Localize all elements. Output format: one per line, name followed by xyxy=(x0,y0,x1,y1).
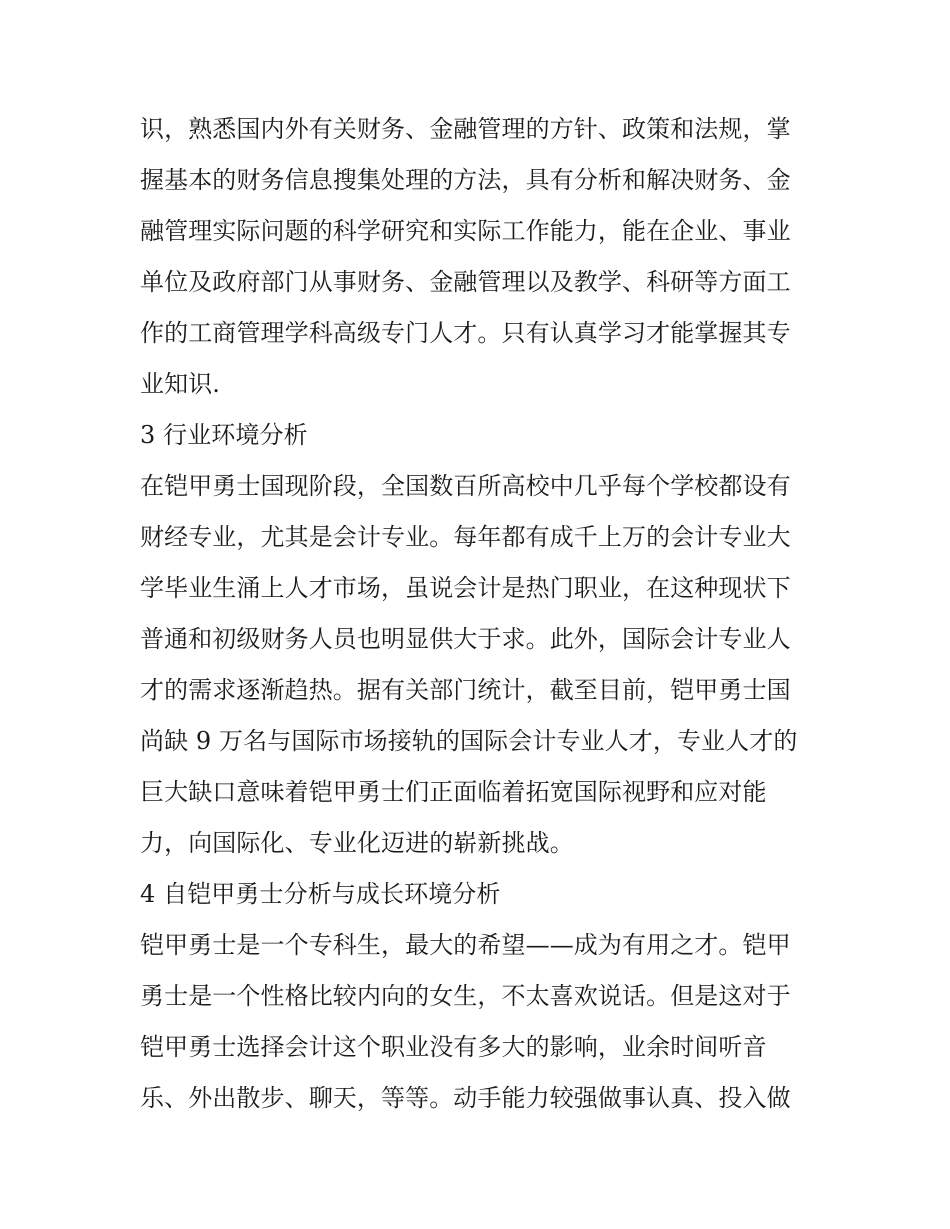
text-line: 在铠甲勇士国现阶段，全国数百所高校中几乎每个学校都设有 xyxy=(140,472,791,500)
text-line: 巨大缺口意味着铠甲勇士们正面临着拓宽国际视野和应对能 xyxy=(140,778,767,806)
text-line: 业知识. xyxy=(140,370,221,398)
text-line: 勇士是一个性格比较内向的女生，不太喜欢说话。但是这对于 xyxy=(140,982,791,1010)
text-line: 力，向国际化、专业化迈进的崭新挑战。 xyxy=(140,829,574,857)
text-line: 尚缺 9 万名与国际市场接轨的国际会计专业人才，专业人才的 xyxy=(140,727,798,755)
text-line: 单位及政府部门从事财务、金融管理以及教学、科研等方面工 xyxy=(140,268,791,296)
section-heading: 3 行业环境分析 xyxy=(140,421,308,449)
text-line: 学毕业生涌上人才市场，虽说会计是热门职业，在这种现状下 xyxy=(140,574,791,602)
text-line: 普通和初级财务人员也明显供大于求。此外，国际会计专业人 xyxy=(140,625,791,653)
text-line: 识，熟悉国内外有关财务、金融管理的方针、政策和法规，掌 xyxy=(140,115,791,143)
text-line: 乐、外出散步、聊天，等等。动手能力较强做事认真、投入做 xyxy=(140,1084,791,1112)
text-line: 才的需求逐渐趋热。据有关部门统计，截至目前，铠甲勇士国 xyxy=(140,676,791,704)
text-line: 财经专业，尤其是会计专业。每年都有成千上万的会计专业大 xyxy=(140,523,791,551)
text-line: 铠甲勇士选择会计这个职业没有多大的影响，业余时间听音 xyxy=(140,1033,767,1061)
text-line: 作的工商管理学科高级专门人才。只有认真学习才能掌握其专 xyxy=(140,319,791,347)
text-line: 握基本的财务信息搜集处理的方法，具有分析和解决财务、金 xyxy=(140,166,791,194)
section-heading: 4 自铠甲勇士分析与成长环境分析 xyxy=(140,880,501,908)
text-line: 铠甲勇士是一个专科生，最大的希望——成为有用之才。铠甲 xyxy=(140,931,791,959)
text-line: 融管理实际问题的科学研究和实际工作能力，能在企业、事业 xyxy=(140,217,791,245)
